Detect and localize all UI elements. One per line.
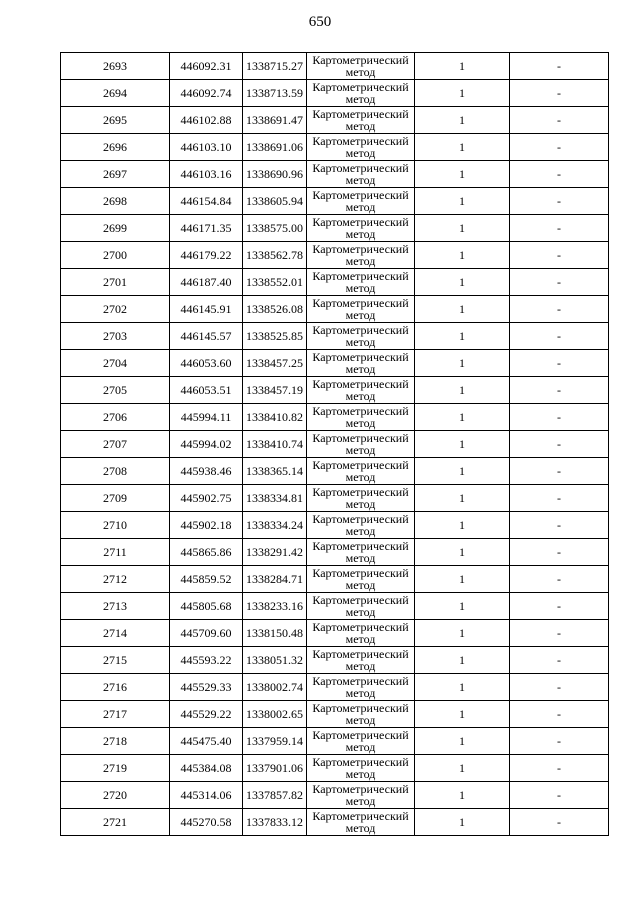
accuracy-cell: 1 (415, 161, 510, 188)
method-line-1: Картометрический (312, 107, 409, 121)
method-cell (307, 296, 415, 323)
point-number-cell: 2694 (61, 80, 170, 107)
method-line-2: метод (345, 524, 376, 538)
method-line-2: метод (345, 470, 376, 484)
point-number-cell: 2711 (61, 539, 170, 566)
x-coordinate-cell: 445314.06 (170, 782, 243, 809)
note-cell: - (510, 701, 609, 728)
y-coordinate-cell: 1338233.16 (243, 593, 307, 620)
note-cell: - (510, 350, 609, 377)
table-row (61, 593, 609, 620)
method-line-2: метод (345, 497, 376, 511)
method-line-2: метод (345, 308, 376, 322)
table-row (61, 107, 609, 134)
table-row (61, 350, 609, 377)
note-cell: - (510, 620, 609, 647)
y-coordinate-cell: 1337901.06 (243, 755, 307, 782)
table-row (61, 539, 609, 566)
method-cell (307, 593, 415, 620)
point-number-cell: 2701 (61, 269, 170, 296)
y-coordinate-cell: 1338713.59 (243, 80, 307, 107)
point-number-cell: 2695 (61, 107, 170, 134)
point-number-cell: 2693 (61, 53, 170, 80)
method-line-1: Картометрический (312, 323, 409, 337)
accuracy-cell: 1 (415, 377, 510, 404)
x-coordinate-cell: 445938.46 (170, 458, 243, 485)
method-cell (307, 728, 415, 755)
method-cell (307, 107, 415, 134)
note-cell: - (510, 134, 609, 161)
y-coordinate-cell: 1338051.32 (243, 647, 307, 674)
table-row (61, 512, 609, 539)
coordinates-table (60, 52, 609, 836)
method-line-2: метод (345, 254, 376, 268)
x-coordinate-cell: 445902.18 (170, 512, 243, 539)
method-line-2: метод (345, 92, 376, 106)
method-line-2: метод (345, 443, 376, 457)
method-cell (307, 620, 415, 647)
note-cell: - (510, 485, 609, 512)
method-line-1: Картометрический (312, 620, 409, 634)
x-coordinate-cell: 445529.33 (170, 674, 243, 701)
method-line-1: Картометрический (312, 431, 409, 445)
table-row (61, 377, 609, 404)
note-cell: - (510, 323, 609, 350)
x-coordinate-cell: 446187.40 (170, 269, 243, 296)
accuracy-cell: 1 (415, 296, 510, 323)
note-cell: - (510, 80, 609, 107)
method-line-1: Картометрический (312, 701, 409, 715)
y-coordinate-cell: 1338457.19 (243, 377, 307, 404)
point-number-cell: 2716 (61, 674, 170, 701)
method-cell (307, 161, 415, 188)
table-row (61, 809, 609, 836)
method-cell (307, 404, 415, 431)
table-row (61, 215, 609, 242)
point-number-cell: 2702 (61, 296, 170, 323)
table-row (61, 755, 609, 782)
method-line-2: метод (345, 713, 376, 727)
point-number-cell: 2713 (61, 593, 170, 620)
accuracy-cell: 1 (415, 674, 510, 701)
table-row (61, 188, 609, 215)
accuracy-cell: 1 (415, 485, 510, 512)
method-cell (307, 647, 415, 674)
method-cell (307, 269, 415, 296)
y-coordinate-cell: 1338334.24 (243, 512, 307, 539)
accuracy-cell: 1 (415, 782, 510, 809)
x-coordinate-cell: 445902.75 (170, 485, 243, 512)
y-coordinate-cell: 1338562.78 (243, 242, 307, 269)
method-cell (307, 755, 415, 782)
method-cell (307, 242, 415, 269)
page-number: 650 (308, 14, 332, 30)
accuracy-cell: 1 (415, 809, 510, 836)
y-coordinate-cell: 1338291.42 (243, 539, 307, 566)
method-cell (307, 458, 415, 485)
x-coordinate-cell: 445994.02 (170, 431, 243, 458)
note-cell: - (510, 242, 609, 269)
method-line-1: Картометрический (312, 512, 409, 526)
method-line-1: Картометрический (312, 782, 409, 796)
method-line-1: Картометрический (312, 80, 409, 94)
method-line-1: Картометрический (312, 377, 409, 391)
note-cell: - (510, 107, 609, 134)
accuracy-cell: 1 (415, 431, 510, 458)
table-row (61, 323, 609, 350)
method-cell (307, 809, 415, 836)
method-line-2: метод (345, 389, 376, 403)
x-coordinate-cell: 445475.40 (170, 728, 243, 755)
method-line-1: Картометрический (312, 485, 409, 499)
x-coordinate-cell: 446102.88 (170, 107, 243, 134)
note-cell: - (510, 647, 609, 674)
table-row (61, 620, 609, 647)
point-number-cell: 2709 (61, 485, 170, 512)
x-coordinate-cell: 445805.68 (170, 593, 243, 620)
accuracy-cell: 1 (415, 107, 510, 134)
point-number-cell: 2703 (61, 323, 170, 350)
method-line-1: Картометрический (312, 755, 409, 769)
x-coordinate-cell: 446053.51 (170, 377, 243, 404)
note-cell: - (510, 728, 609, 755)
x-coordinate-cell: 445529.22 (170, 701, 243, 728)
method-line-2: метод (345, 578, 376, 592)
method-line-2: метод (345, 632, 376, 646)
method-cell (307, 80, 415, 107)
note-cell: - (510, 215, 609, 242)
method-line-1: Картометрический (312, 242, 409, 256)
x-coordinate-cell: 446145.91 (170, 296, 243, 323)
method-line-2: метод (345, 227, 376, 241)
note-cell: - (510, 377, 609, 404)
method-line-1: Картометрический (312, 161, 409, 175)
method-line-1: Картометрический (312, 296, 409, 310)
point-number-cell: 2719 (61, 755, 170, 782)
method-cell (307, 701, 415, 728)
method-line-1: Картометрический (312, 674, 409, 688)
note-cell: - (510, 161, 609, 188)
accuracy-cell: 1 (415, 350, 510, 377)
x-coordinate-cell: 445270.58 (170, 809, 243, 836)
method-cell (307, 782, 415, 809)
method-line-2: метод (345, 821, 376, 835)
accuracy-cell: 1 (415, 512, 510, 539)
point-number-cell: 2697 (61, 161, 170, 188)
accuracy-cell: 1 (415, 458, 510, 485)
accuracy-cell: 1 (415, 647, 510, 674)
method-line-2: метод (345, 605, 376, 619)
x-coordinate-cell: 445994.11 (170, 404, 243, 431)
table-row (61, 269, 609, 296)
y-coordinate-cell: 1338691.06 (243, 134, 307, 161)
y-coordinate-cell: 1338150.48 (243, 620, 307, 647)
x-coordinate-cell: 445384.08 (170, 755, 243, 782)
x-coordinate-cell: 445859.52 (170, 566, 243, 593)
method-cell (307, 188, 415, 215)
method-cell (307, 674, 415, 701)
y-coordinate-cell: 1338691.47 (243, 107, 307, 134)
note-cell: - (510, 296, 609, 323)
table-row (61, 701, 609, 728)
accuracy-cell: 1 (415, 701, 510, 728)
accuracy-cell: 1 (415, 242, 510, 269)
method-line-1: Картометрический (312, 566, 409, 580)
method-line-2: метод (345, 416, 376, 430)
x-coordinate-cell: 445709.60 (170, 620, 243, 647)
method-line-2: метод (345, 200, 376, 214)
table-row (61, 404, 609, 431)
method-line-2: метод (345, 119, 376, 133)
note-cell: - (510, 755, 609, 782)
y-coordinate-cell: 1338002.65 (243, 701, 307, 728)
x-coordinate-cell: 446092.74 (170, 80, 243, 107)
method-line-2: метод (345, 335, 376, 349)
y-coordinate-cell: 1338525.85 (243, 323, 307, 350)
table-row (61, 431, 609, 458)
method-cell (307, 134, 415, 161)
method-cell (307, 485, 415, 512)
y-coordinate-cell: 1338457.25 (243, 350, 307, 377)
method-line-2: метод (345, 659, 376, 673)
table-row (61, 485, 609, 512)
point-number-cell: 2714 (61, 620, 170, 647)
y-coordinate-cell: 1338552.01 (243, 269, 307, 296)
y-coordinate-cell: 1338605.94 (243, 188, 307, 215)
point-number-cell: 2710 (61, 512, 170, 539)
note-cell: - (510, 566, 609, 593)
table-row (61, 782, 609, 809)
method-line-1: Картометрический (312, 458, 409, 472)
y-coordinate-cell: 1338715.27 (243, 53, 307, 80)
method-line-1: Картометрический (312, 809, 409, 823)
y-coordinate-cell: 1338334.81 (243, 485, 307, 512)
note-cell: - (510, 188, 609, 215)
note-cell: - (510, 269, 609, 296)
method-cell (307, 512, 415, 539)
y-coordinate-cell: 1338526.08 (243, 296, 307, 323)
method-cell (307, 53, 415, 80)
accuracy-cell: 1 (415, 80, 510, 107)
method-line-1: Картометрический (312, 728, 409, 742)
note-cell: - (510, 782, 609, 809)
note-cell: - (510, 53, 609, 80)
accuracy-cell: 1 (415, 404, 510, 431)
method-cell (307, 539, 415, 566)
point-number-cell: 2700 (61, 242, 170, 269)
note-cell: - (510, 593, 609, 620)
point-number-cell: 2705 (61, 377, 170, 404)
table-row (61, 80, 609, 107)
table-row (61, 242, 609, 269)
method-line-2: метод (345, 146, 376, 160)
table-row (61, 134, 609, 161)
note-cell: - (510, 431, 609, 458)
note-cell: - (510, 512, 609, 539)
x-coordinate-cell: 446092.31 (170, 53, 243, 80)
y-coordinate-cell: 1338284.71 (243, 566, 307, 593)
point-number-cell: 2718 (61, 728, 170, 755)
accuracy-cell: 1 (415, 53, 510, 80)
method-line-1: Картометрический (312, 350, 409, 364)
x-coordinate-cell: 446103.16 (170, 161, 243, 188)
y-coordinate-cell: 1338575.00 (243, 215, 307, 242)
method-line-1: Картометрический (312, 647, 409, 661)
note-cell: - (510, 458, 609, 485)
method-line-1: Картометрический (312, 539, 409, 553)
method-line-2: метод (345, 794, 376, 808)
method-line-2: метод (345, 686, 376, 700)
table-row (61, 647, 609, 674)
point-number-cell: 2717 (61, 701, 170, 728)
method-line-1: Картометрический (312, 404, 409, 418)
accuracy-cell: 1 (415, 323, 510, 350)
accuracy-cell: 1 (415, 728, 510, 755)
y-coordinate-cell: 1338410.82 (243, 404, 307, 431)
x-coordinate-cell: 446053.60 (170, 350, 243, 377)
accuracy-cell: 1 (415, 620, 510, 647)
method-line-2: метод (345, 281, 376, 295)
point-number-cell: 2712 (61, 566, 170, 593)
method-line-1: Картометрический (312, 593, 409, 607)
point-number-cell: 2721 (61, 809, 170, 836)
y-coordinate-cell: 1338690.96 (243, 161, 307, 188)
accuracy-cell: 1 (415, 539, 510, 566)
table-row (61, 53, 609, 80)
accuracy-cell: 1 (415, 593, 510, 620)
point-number-cell: 2704 (61, 350, 170, 377)
note-cell: - (510, 539, 609, 566)
method-line-2: метод (345, 551, 376, 565)
method-cell (307, 566, 415, 593)
method-cell (307, 350, 415, 377)
method-line-1: Картометрический (312, 215, 409, 229)
method-line-2: метод (345, 740, 376, 754)
accuracy-cell: 1 (415, 215, 510, 242)
x-coordinate-cell: 446171.35 (170, 215, 243, 242)
table-row (61, 566, 609, 593)
y-coordinate-cell: 1337833.12 (243, 809, 307, 836)
x-coordinate-cell: 446154.84 (170, 188, 243, 215)
table-row (61, 728, 609, 755)
point-number-cell: 2720 (61, 782, 170, 809)
method-line-1: Картометрический (312, 53, 409, 67)
y-coordinate-cell: 1338002.74 (243, 674, 307, 701)
accuracy-cell: 1 (415, 188, 510, 215)
note-cell: - (510, 674, 609, 701)
method-line-1: Картометрический (312, 188, 409, 202)
accuracy-cell: 1 (415, 134, 510, 161)
point-number-cell: 2706 (61, 404, 170, 431)
accuracy-cell: 1 (415, 755, 510, 782)
x-coordinate-cell: 446103.10 (170, 134, 243, 161)
x-coordinate-cell: 445865.86 (170, 539, 243, 566)
y-coordinate-cell: 1338410.74 (243, 431, 307, 458)
x-coordinate-cell: 445593.22 (170, 647, 243, 674)
y-coordinate-cell: 1337857.82 (243, 782, 307, 809)
point-number-cell: 2707 (61, 431, 170, 458)
method-cell (307, 323, 415, 350)
x-coordinate-cell: 446145.57 (170, 323, 243, 350)
method-cell (307, 215, 415, 242)
y-coordinate-cell: 1338365.14 (243, 458, 307, 485)
table-row (61, 161, 609, 188)
method-line-2: метод (345, 362, 376, 376)
note-cell: - (510, 404, 609, 431)
point-number-cell: 2699 (61, 215, 170, 242)
point-number-cell: 2715 (61, 647, 170, 674)
point-number-cell: 2708 (61, 458, 170, 485)
table-row (61, 458, 609, 485)
method-line-1: Картометрический (312, 269, 409, 283)
method-cell (307, 377, 415, 404)
table-row (61, 296, 609, 323)
method-cell (307, 431, 415, 458)
y-coordinate-cell: 1337959.14 (243, 728, 307, 755)
method-line-2: метод (345, 767, 376, 781)
method-line-2: метод (345, 65, 376, 79)
point-number-cell: 2698 (61, 188, 170, 215)
method-line-1: Картометрический (312, 134, 409, 148)
coordinates-table-body (61, 53, 609, 836)
x-coordinate-cell: 446179.22 (170, 242, 243, 269)
accuracy-cell: 1 (415, 566, 510, 593)
point-number-cell: 2696 (61, 134, 170, 161)
method-line-2: метод (345, 173, 376, 187)
note-cell: - (510, 809, 609, 836)
table-row (61, 674, 609, 701)
accuracy-cell: 1 (415, 269, 510, 296)
